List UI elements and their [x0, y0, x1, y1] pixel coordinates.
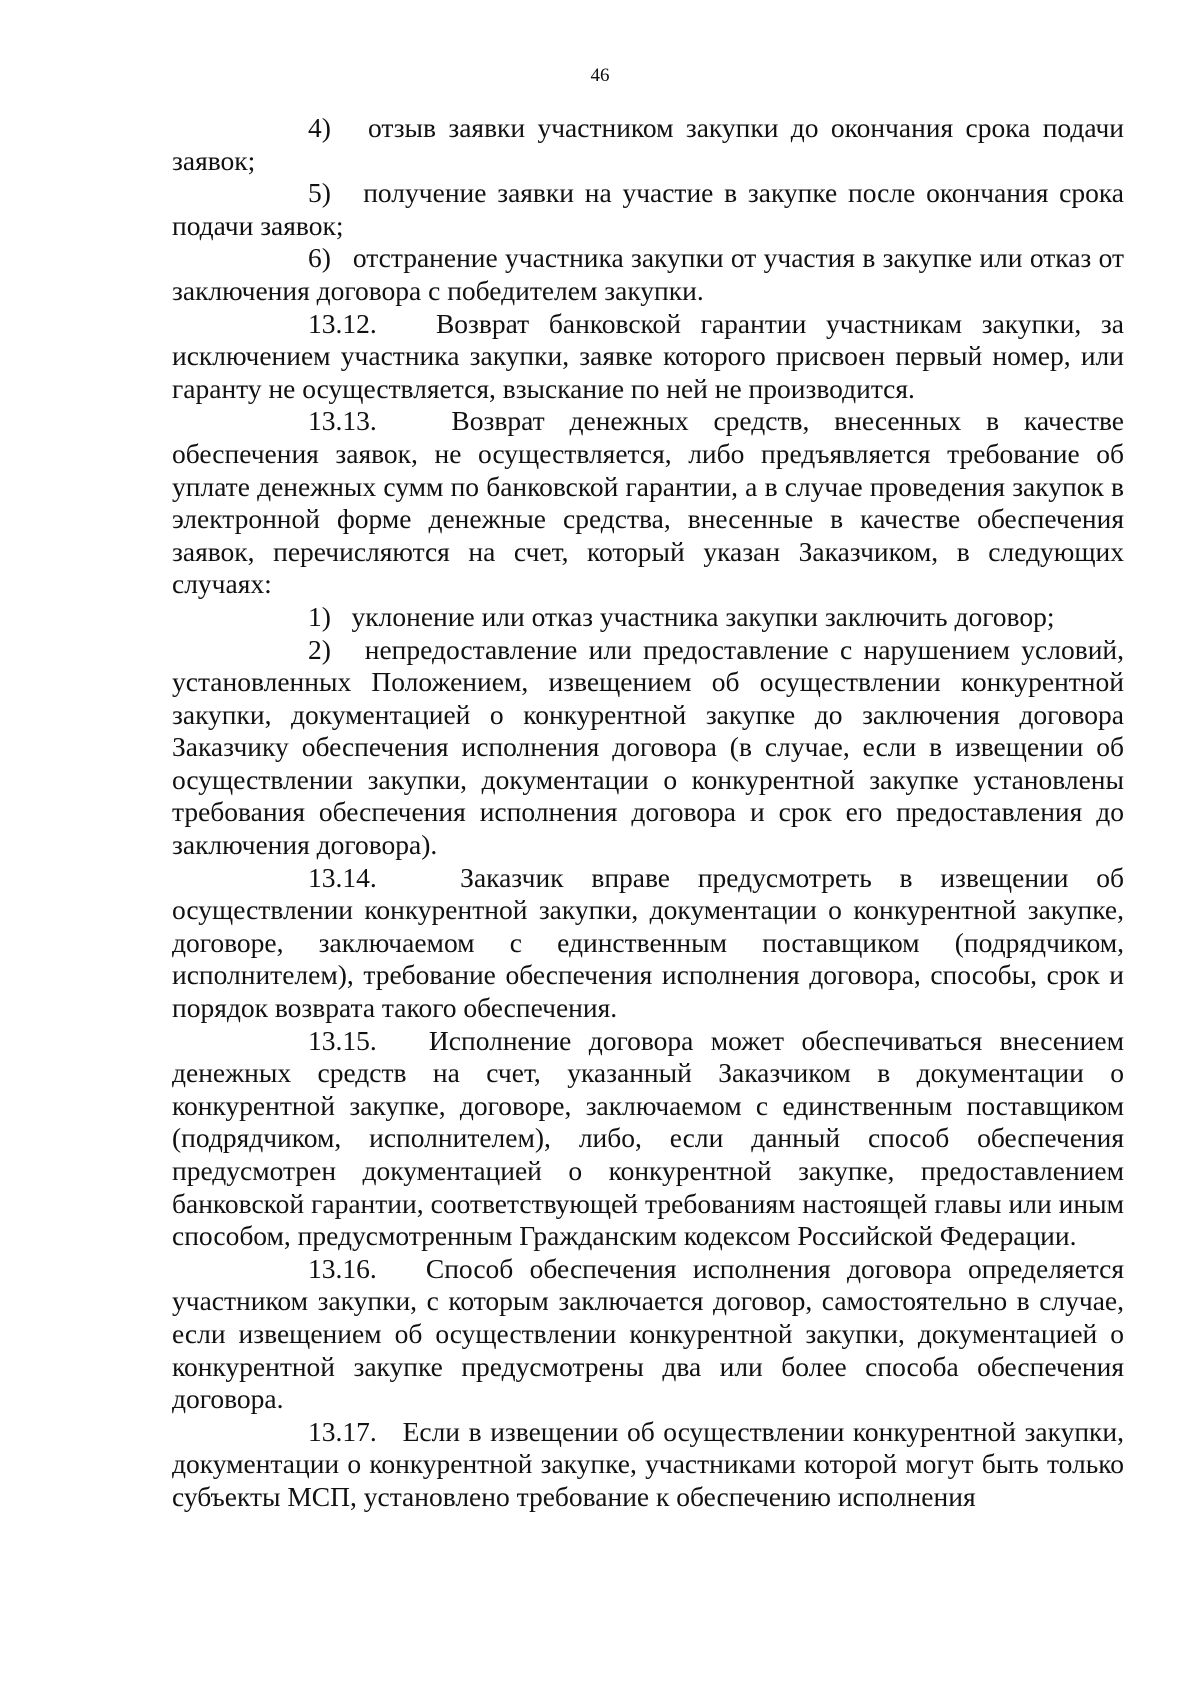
- list-item-1: [172, 601, 1124, 634]
- item-text: отстранение участника закупки от участия в закупке или отказ от заключения договора с победителем закупки.: [172, 242, 1124, 306]
- item-number: 6): [308, 242, 331, 274]
- list-item-2: [172, 634, 1124, 862]
- clause-text: Если в извещении об осуществлении конкурентной закупки, документации о конкурентной закупке, участниками которой могут быть только субъекты МСП, установлено требование к обеспечению исполнения: [172, 1415, 1124, 1512]
- item-number: 2): [308, 633, 331, 665]
- clause-number: 13.14.: [308, 861, 377, 893]
- clause-number: 13.16.: [308, 1252, 377, 1284]
- clause-13-17: [172, 1416, 1124, 1514]
- clause-number: 13.13.: [308, 405, 377, 437]
- clause-text: Возврат банковской гарантии участникам закупки, за исключением участника закупки, заявке которого присвоен первый номер, или гаранту не осуществляется, взыскание по ней не производится.: [172, 307, 1124, 404]
- clause-13-13: [172, 405, 1124, 601]
- item-text: уклонение или отказ участника закупки заключить договор;: [351, 600, 1055, 632]
- clause-text: Исполнение договора может обеспечиваться внесением денежных средств на счет, указанный Заказчиком в документации о конкурентной закупке, договоре, заключаемом с единственным поставщиком (подрядчиком, исполнителем), либо, если данный способ обеспечения предусмотрен документацией о конкурентной закупке, предоставлением банковской гарантии, соответствующей требованиям настоящей главы или иным способом, предусмотренным Гражданским кодексом Российской Федерации.: [172, 1024, 1125, 1252]
- clause-13-16: [172, 1253, 1124, 1416]
- clause-number: 13.17.: [308, 1415, 377, 1447]
- item-text: непредоставление или предоставление с нарушением условий, установленных Положением, извещением об осуществлении конкурентной закупки, документацией о конкурентной закупке до заключения договора Заказчику обеспечения исполнения договора (в случае, если в извещении об осуществлении закупки, документации о конкурентной закупке установлены требования обеспечения исполнения договора и срок его предоставления до заключения договора).: [172, 633, 1125, 861]
- item-number: 1): [308, 600, 331, 632]
- list-item-4: [172, 112, 1124, 177]
- item-text: получение заявки на участие в закупке после окончания срока подачи заявок;: [172, 177, 1124, 241]
- clause-13-14: [172, 862, 1124, 1025]
- item-text: отзыв заявки участником закупки до окончания срока подачи заявок;: [172, 112, 1125, 176]
- clause-number: 13.12.: [308, 307, 377, 339]
- clause-text: Заказчик вправе предусмотреть в извещении об осуществлении конкурентной закупки, документации о конкурентной закупке, договоре, заключаемом с единственным поставщиком (подрядчиком, исполнителем), требование обеспечения исполнения договора, способы, срок и порядок возврата такого обеспечения.: [172, 861, 1125, 1024]
- list-item-6: [172, 242, 1124, 307]
- document-body: [172, 112, 1124, 1514]
- item-number: 4): [308, 112, 331, 143]
- item-number: 5): [308, 177, 331, 209]
- clause-text: Способ обеспечения исполнения договора определяется участником закупки, с которым заключается договор, самостоятельно в случае, если извещением об осуществлении конкурентной закупки, документацией о конкурентной закупке предусмотрены два или более способа обеспечения договора.: [172, 1252, 1124, 1415]
- page-number: 46: [590, 65, 610, 86]
- list-item-5: [172, 177, 1124, 242]
- clause-text: Возврат денежных средств, внесенных в качестве обеспечения заявок, не осуществляется, либо предъявляется требование об уплате денежных сумм по банковской гарантии, а в случае проведения закупок в электронной форме денежные средства, внесенные в качестве обеспечения заявок, перечисляются на счет, который указан Заказчиком, в следующих случаях:: [172, 405, 1125, 600]
- clause-number: 13.15.: [308, 1024, 377, 1056]
- clause-13-12: [172, 308, 1124, 406]
- clause-13-15: [172, 1025, 1124, 1253]
